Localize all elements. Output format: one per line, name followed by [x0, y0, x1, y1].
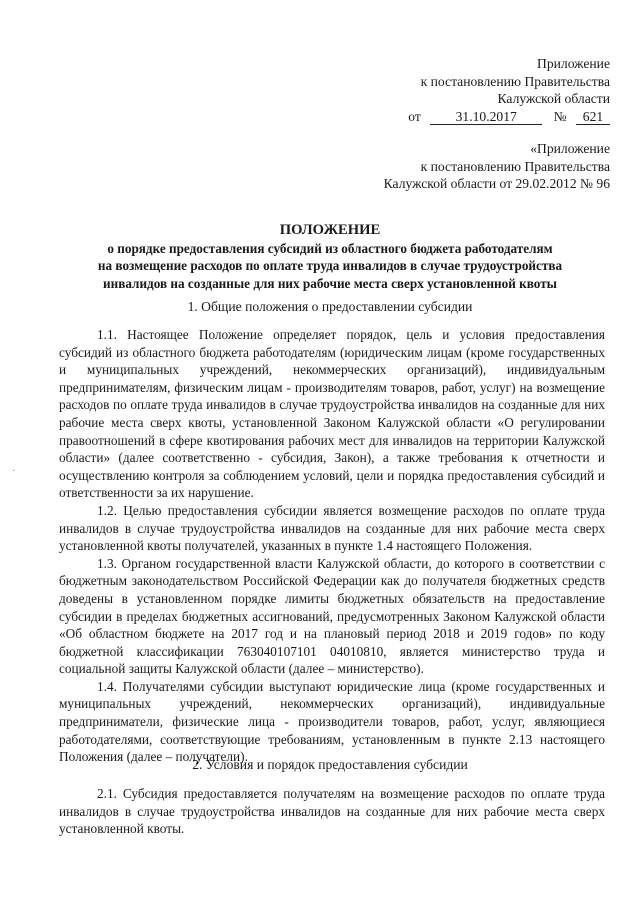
- section-1-body: [59, 326, 605, 766]
- section-2-body: [59, 785, 605, 838]
- paragraph-1-1: 1.1. Настоящее Положение определяет порядок, цель и условия предоставления субсидий из областного бюджета работодателям (юридическим лицам (кроме государственных и муниципальных учреждений, некоммерческих организаций), индивидуальным предпринимателям, физическим лицам - производителям товаров, работ, услуг) на возмещение расходов по оплате труда инвалидов в случае трудоустройства инвалидов на созданные для них рабочие места сверх квоты, установленной Законом Калужской области «О регулировании правоотношений в сфере квотирования рабочих мест для инвалидов на территории Калужской области» (далее соответственно - субсидия, Закон), а также требования к отчетности и осуществлению контроля за соблюдением условий, цели и порядка предоставления субсидий и ответственности за их нарушение.: [59, 327, 605, 501]
- attachment-date: 31.10.2017: [430, 110, 542, 125]
- paragraph-2-1: 2.1. Субсидия предоставляется получателям на возмещение расходов по оплате труда инвалидов в случае трудоустройства инвалидов на созданные для них рабочие места сверх установленной квоты.: [59, 786, 605, 837]
- title-line-1: о порядке предоставления субсидий из областного бюджета работодателям: [107, 240, 553, 256]
- attachment-number: 621: [576, 110, 610, 125]
- attachment-header: [408, 55, 610, 125]
- title-line-2: на возмещение расходов по оплате труда инвалидов в случае трудоустройства: [97, 258, 563, 273]
- title-line-3: инвалидов на созданные для них рабочие места сверх установленной квоты: [103, 275, 557, 291]
- from-label: от: [408, 108, 421, 124]
- section-1-heading: 1. Общие положения о предоставлении субсидии: [187, 299, 473, 314]
- old-attachment-line-3: Калужской области от 29.02.2012 № 96: [383, 176, 610, 191]
- old-attachment-line-2: к постановлению Правительства: [420, 158, 610, 174]
- attachment-line-2: к постановлению Правительства: [420, 73, 610, 89]
- attachment-date-row: [408, 108, 610, 126]
- attachment-line-1: Приложение: [537, 56, 610, 71]
- old-attachment-header: [384, 140, 610, 193]
- section-2-heading: 2. Условия и порядок предоставления субсидии: [192, 757, 468, 772]
- old-attachment-line-1: «Приложение: [530, 141, 610, 156]
- margin-mark: ·: [12, 466, 16, 477]
- paragraph-1-4: 1.4. Получателями субсидии выступают юридические лица (кроме государственных и муниципальных учреждений, некоммерческих организаций), индивидуальные предприниматели, физические лица - производители товаров, работ, услуг, являющиеся работодателями, соответствующие требованиям, установленным в пункте 2.13 настоящего Положения (далее – получатели).: [59, 678, 605, 765]
- paragraph-1-2: 1.2. Целью предоставления субсидии является возмещение расходов по оплате труда инвалидов в случае трудоустройства инвалидов на созданные для них рабочие места сверх установленной квоты получателей, указанных в пункте 1.4 настоящего Положения.: [59, 502, 605, 554]
- document-title: [95, 222, 565, 292]
- paragraph-1-3: 1.3. Органом государственной власти Калужской области, до которого в соответствии с бюджетным законодательством Российской Федерации как до получателя бюджетных средств доведены в установленном порядке лимиты бюджетных обязательств на предоставление субсидии в пределах бюджетных ассигнований, предусмотренных Законом Калужской области «Об областном бюджете на 2017 год и на плановый период 2018 и 2019 годов» по коду бюджетной классификации 763040107101 04010810, является министерство труда и социальной защиты Калужской области (далее – министерство).: [59, 555, 605, 677]
- attachment-line-3: Калужской области: [497, 91, 610, 106]
- number-label: №: [553, 108, 567, 124]
- title-heading: ПОЛОЖЕНИЕ: [279, 222, 381, 238]
